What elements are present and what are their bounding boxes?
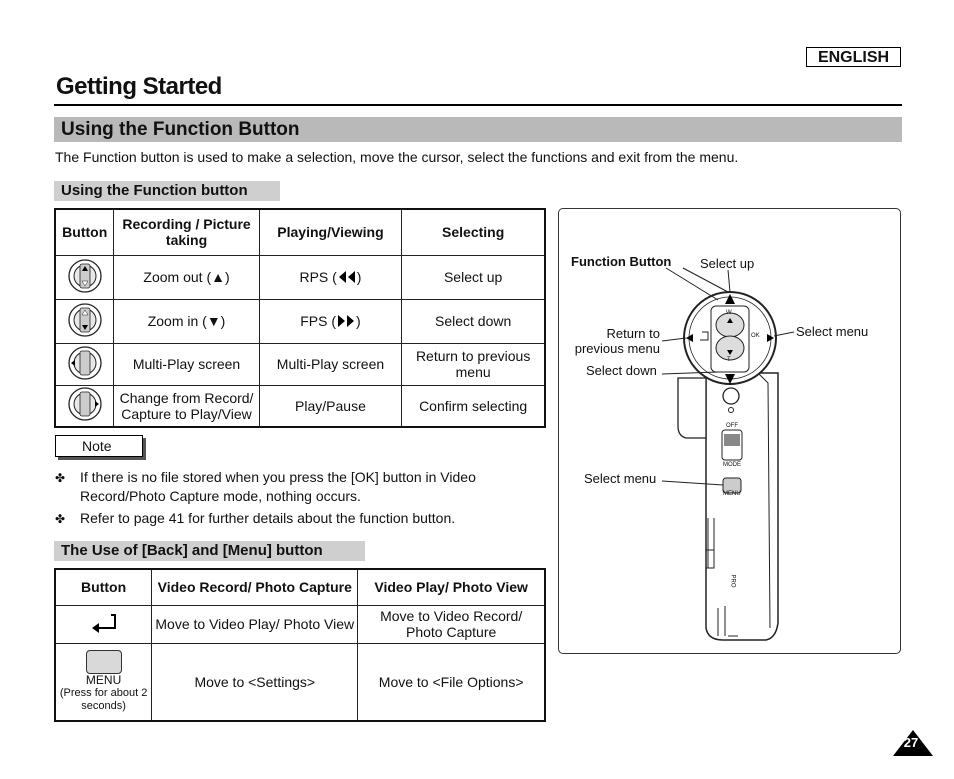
- label-select-down: Select down: [586, 363, 657, 378]
- cell-selecting: Confirm selecting: [402, 385, 545, 427]
- menu-button-label: MENU: [723, 491, 741, 497]
- bullet-icon: ✤: [55, 471, 66, 485]
- label-select-menu-left: Select menu: [584, 471, 657, 486]
- cell-playing: Play/Pause: [259, 385, 402, 427]
- header-playing: Playing/Viewing: [259, 209, 402, 255]
- menu-button-cell: [55, 643, 152, 721]
- table-row: [55, 605, 545, 643]
- cell-recording: Multi-Play screen: [114, 343, 259, 385]
- menu-label: MENU: [85, 673, 122, 688]
- table-header-row: [55, 209, 545, 255]
- note-box: Note: [55, 435, 143, 457]
- sub-title-function: Using the Function button: [61, 182, 248, 199]
- title-rule: [54, 104, 902, 106]
- side-text: PRO: [729, 574, 736, 588]
- cell-play: Move to <File Options>: [358, 643, 545, 721]
- table-row: [55, 255, 545, 299]
- cell-playing: [259, 299, 402, 343]
- function-button-table: [54, 208, 546, 428]
- header-selecting: Selecting: [402, 209, 545, 255]
- table-header-row: [55, 569, 545, 605]
- bullet-icon: ✤: [55, 512, 66, 526]
- header-record: Video Record/ Photo Capture: [152, 569, 358, 605]
- page-number: 27: [903, 735, 919, 750]
- cell-playing-suffix: ): [356, 313, 361, 329]
- cell-recording: Zoom in (▼): [114, 299, 259, 343]
- cell-playing: Multi-Play screen: [259, 343, 402, 385]
- switch-off-label: OFF: [726, 423, 738, 429]
- note-item: [55, 509, 495, 528]
- table-row: [55, 299, 545, 343]
- header-button: Button: [55, 569, 152, 605]
- cell-playing-prefix: RPS (: [299, 269, 337, 285]
- fast-forward-icon: [336, 313, 356, 329]
- page-title: Getting Started: [56, 73, 222, 100]
- rewind-icon: [337, 269, 357, 285]
- header-button: Button: [55, 209, 114, 255]
- dial-t-label: T: [727, 357, 731, 363]
- note-text: If there is no file stored when you press the [OK] button in Video Record/Photo Capture mode, nothing occurs.: [80, 469, 476, 504]
- back-arrow-icon: [89, 611, 119, 635]
- header-recording: [114, 209, 259, 255]
- cell-selecting: Select down: [402, 299, 545, 343]
- label-function-button: Function Button: [571, 254, 672, 269]
- menu-note: (Press for about 2 seconds): [59, 687, 148, 713]
- note-item: [55, 468, 495, 506]
- cell-selecting: Return to previous menu: [402, 343, 545, 385]
- cell-playing-suffix: ): [356, 269, 362, 285]
- cell-record: Move to <Settings>: [152, 643, 358, 721]
- label-select-menu-right: Select menu: [796, 324, 869, 339]
- switch-mode-label: MODE: [723, 462, 741, 468]
- section-title: Using the Function Button: [61, 119, 300, 140]
- cell-selecting: Select up: [402, 255, 545, 299]
- dial-icon-ok: [55, 385, 114, 427]
- dial-ok-label: OK: [751, 333, 760, 339]
- back-button-cell: [55, 605, 152, 643]
- dial-icon-left: [55, 343, 114, 385]
- intro-text: The Function button is used to make a selection, move the cursor, select the functions and exit from the menu.: [55, 149, 739, 165]
- cell-playing-prefix: FPS (: [300, 313, 337, 329]
- back-menu-table: [54, 568, 546, 722]
- sub-title-back-menu: The Use of [Back] and [Menu] button: [61, 542, 323, 559]
- label-return-previous: Return to previous menu: [574, 326, 660, 356]
- note-text: Refer to page 41 for further details about the function button.: [80, 510, 456, 526]
- table-row: [55, 643, 545, 721]
- header-play: Video Play/ Photo View: [358, 569, 545, 605]
- dial-w-label: W: [726, 310, 732, 316]
- table-row: [55, 343, 545, 385]
- cell-play: Move to Video Record/ Photo Capture: [358, 605, 545, 643]
- cell-record: Move to Video Play/ Photo View: [152, 605, 358, 643]
- menu-button-icon: [86, 650, 122, 674]
- cell-recording: Zoom out (▲): [114, 255, 259, 299]
- dial-icon-down: [55, 299, 114, 343]
- label-select-up: Select up: [700, 256, 755, 271]
- header-recording-text: Recording / Picture taking: [122, 216, 251, 249]
- table-row: [55, 385, 545, 427]
- dial-icon-up: [55, 255, 114, 299]
- cell-playing: [259, 255, 402, 299]
- cell-recording: Change from Record/ Capture to Play/View: [114, 385, 259, 427]
- language-label: ENGLISH: [806, 47, 901, 67]
